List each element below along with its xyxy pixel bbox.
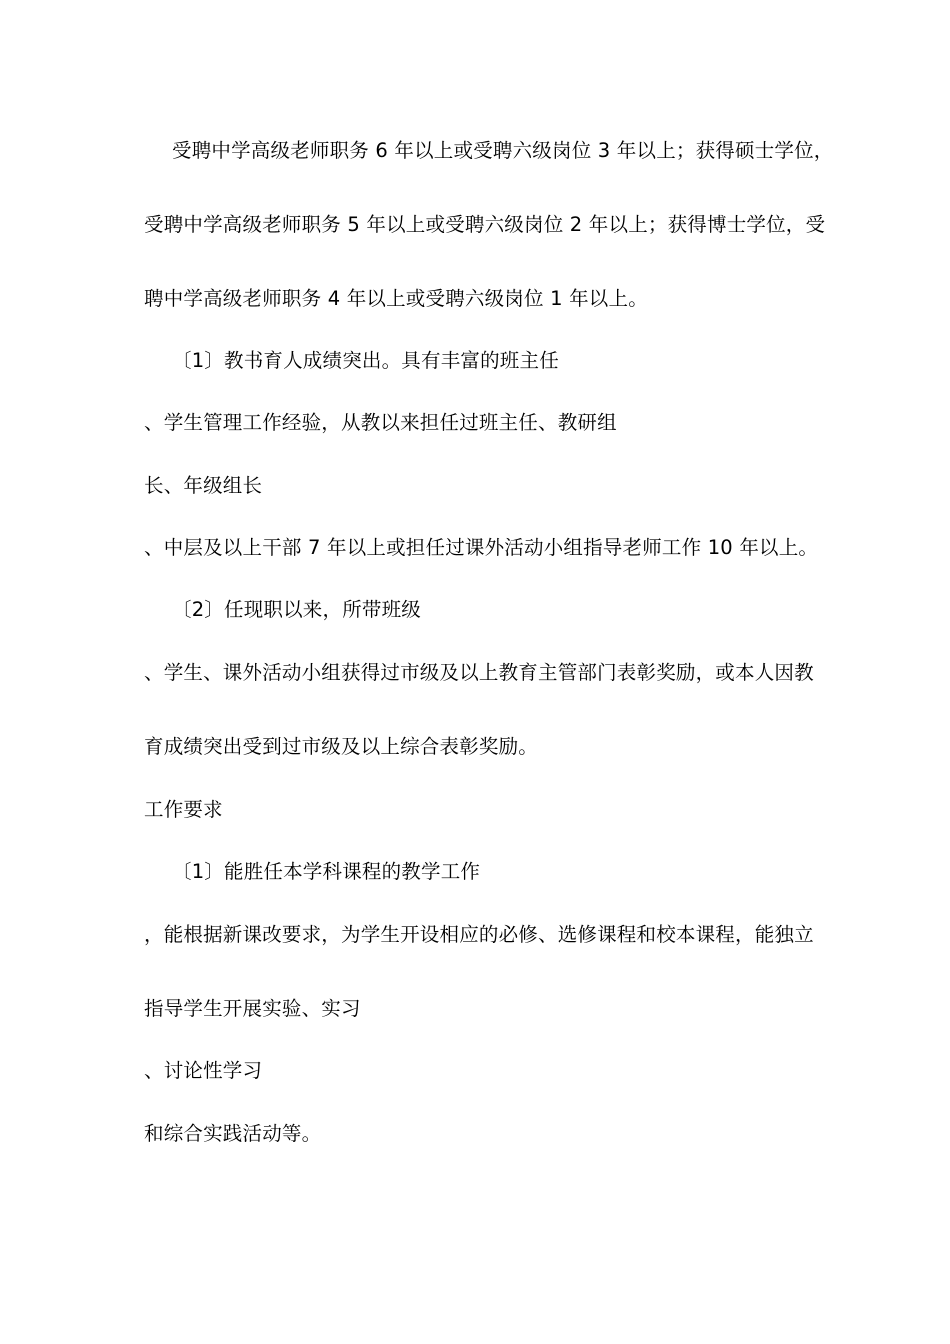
paragraph-line: 、讨论性学习 <box>144 1059 263 1082</box>
paragraph-line: 聘中学高级老师职务 4 年以上或受聘六级岗位 1 年以上。 <box>144 287 648 310</box>
paragraph-line: 受聘中学高级老师职务 6 年以上或受聘六级岗位 3 年以上；获得硕士学位， <box>172 139 834 162</box>
paragraph-line: 指导学生开展实验、实习 <box>144 997 361 1020</box>
list-item-heading: 〔1〕能胜任本学科课程的教学工作 <box>172 860 481 883</box>
paragraph-line: 、中层及以上干部 7 年以上或担任过课外活动小组指导老师工作 10 年以上。 <box>144 536 819 559</box>
paragraph-line: 、学生管理工作经验，从教以来担任过班主任、教研组 <box>144 411 617 434</box>
paragraph-line: 和综合实践活动等。 <box>144 1122 322 1145</box>
paragraph-line: ，能根据新课改要求，为学生开设相应的必修、选修课程和校本课程，能独立 <box>144 923 814 946</box>
paragraph-line: 长、年级组长 <box>144 474 263 497</box>
list-item-heading: 〔2〕任现职以来，所带班级 <box>172 598 422 621</box>
paragraph-line: 育成绩突出受到过市级及以上综合表彰奖励。 <box>144 735 539 758</box>
paragraph-line: 受聘中学高级老师职务 5 年以上或受聘六级岗位 2 年以上；获得博士学位，受 <box>144 213 826 236</box>
list-item-heading: 〔1〕教书育人成绩突出。具有丰富的班主任 <box>172 349 559 372</box>
section-heading: 工作要求 <box>144 798 223 821</box>
paragraph-line: 、学生、课外活动小组获得过市级及以上教育主管部门表彰奖励，或本人因教 <box>144 661 814 684</box>
